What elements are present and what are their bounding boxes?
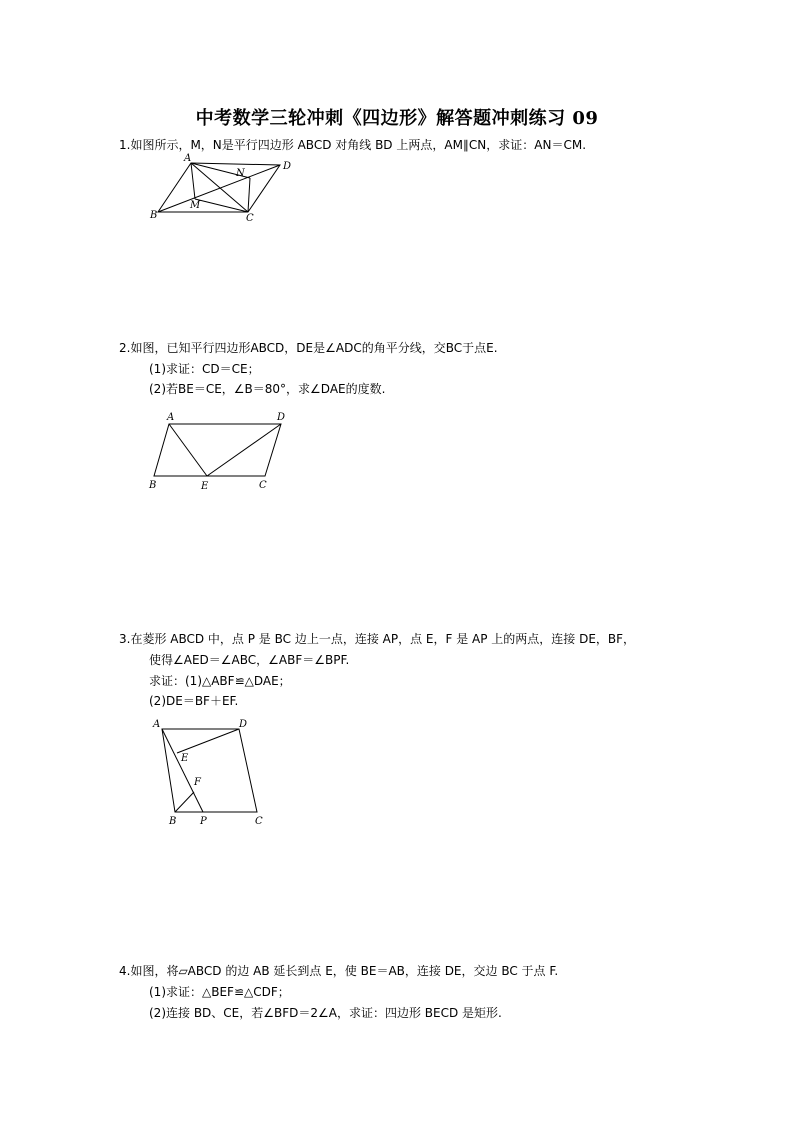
question-3-text-1: 3.在菱形 ABCD 中，点 P 是 BC 边上一点，连接 AP，点 E，F 是 AP 上的两点，连接 DE，BF， (119, 632, 636, 646)
label-c: C (246, 213, 254, 224)
label-n: N (236, 168, 245, 179)
question-1-figure (150, 155, 290, 225)
question-3-text-4: (2)DE＝BF＋EF. (149, 694, 239, 708)
page-title: 中考数学三轮冲刺《四边形》解答题冲刺练习 09 (195, 108, 599, 129)
label-e: E (201, 481, 209, 492)
label-a: A (184, 153, 192, 164)
segment-am (191, 163, 195, 199)
rhombus-abcd (162, 729, 257, 812)
label-e: E (181, 753, 189, 764)
question-2-text-3: (2)若BE＝CE，∠B＝80°，求∠DAE的度数. (149, 382, 386, 396)
label-p: P (200, 816, 207, 827)
question-3-text-2: 使得∠AED＝∠ABC，∠ABF＝∠BPF. (149, 653, 350, 667)
label-b: B (169, 816, 177, 827)
question-4-text-2: (1)求证：△BEF≌△CDF； (149, 985, 290, 999)
label-c: C (259, 480, 267, 491)
label-b: B (150, 210, 158, 221)
segment-ae (169, 424, 207, 476)
question-4-text-1: 4.如图，将▱ABCD 的边 AB 延长到点 E，使 BE＝AB，连接 DE，交边 BC 于点 F. (119, 964, 559, 978)
label-d: D (239, 719, 248, 730)
label-a: A (167, 412, 175, 423)
label-d: D (277, 412, 286, 423)
question-2-text-1: 2.如图，已知平行四边形ABCD，DE是∠ADC的角平分线，交BC于点E. (119, 341, 498, 355)
label-f: F (194, 777, 201, 788)
label-a: A (153, 719, 161, 730)
segment-de (177, 729, 239, 753)
label-b: B (149, 480, 157, 491)
label-m: M (190, 200, 201, 211)
label-d: D (283, 161, 292, 172)
question-2-figure (145, 410, 295, 495)
question-2-text-2: (1)求证：CD＝CE； (149, 362, 260, 376)
question-3-figure (145, 715, 275, 830)
label-c: C (255, 816, 263, 827)
question-3-text-3: 求证：(1)△ABF≌△DAE； (149, 674, 291, 688)
question-1-text: 1.如图所示，M，N是平行四边形 ABCD 对角线 BD 上两点，AM∥CN，求证：AN＝CM. (119, 138, 587, 152)
segment-bf (175, 792, 194, 812)
segment-cn (248, 178, 250, 212)
segment-de (207, 424, 281, 476)
question-4-text-3: (2)连接 BD、CE，若∠BFD＝2∠A，求证：四边形 BECD 是矩形. (149, 1006, 502, 1020)
